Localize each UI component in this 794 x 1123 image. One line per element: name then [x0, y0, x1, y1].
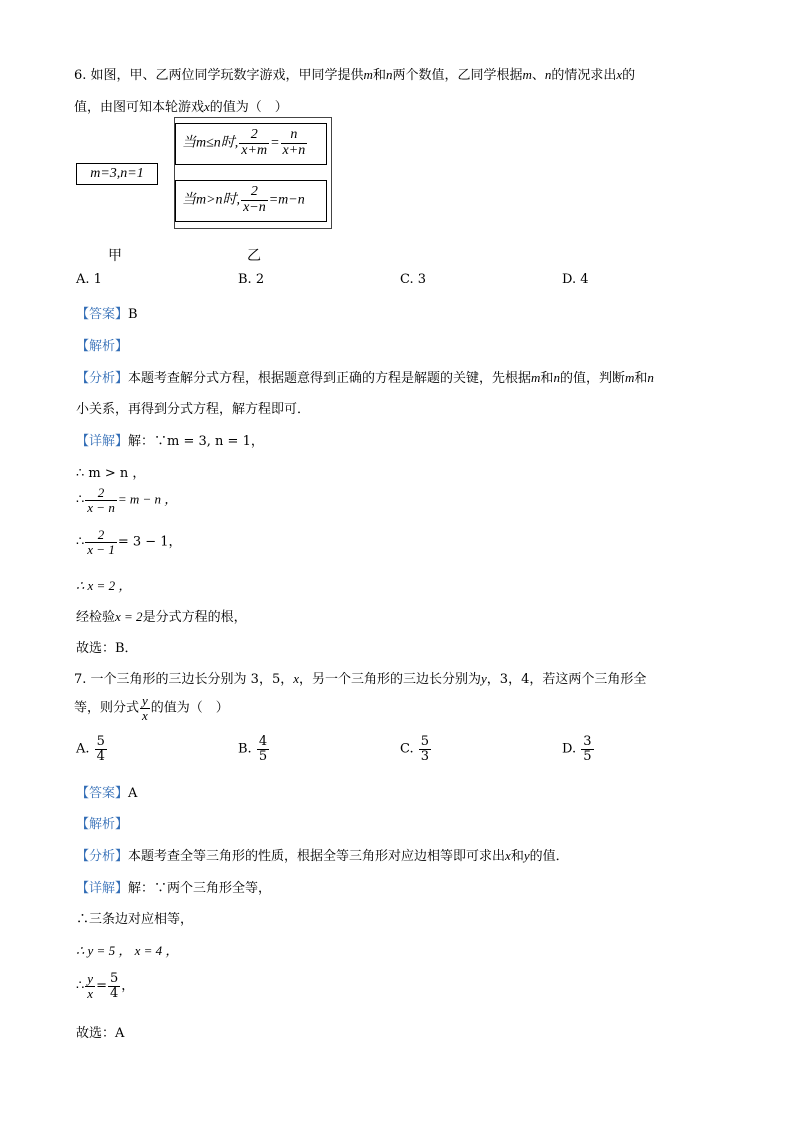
option-fraction: [581, 735, 593, 763]
label-jia: 甲: [108, 248, 122, 264]
label-yi: 乙: [247, 248, 261, 264]
q6-answer: B: [128, 307, 138, 322]
q6-step4: ∴ x = 2 ，: [76, 578, 132, 593]
therefore-symbol: ∴: [76, 534, 85, 550]
q6-fenxi-line1: [76, 367, 654, 386]
option-label: A.: [76, 741, 90, 757]
fraction-denominator: 5: [258, 748, 268, 764]
var-n: n: [544, 67, 552, 82]
fenxi-tag: 【分析】: [76, 849, 129, 864]
step3-rhs: = 3 − 1，: [117, 534, 182, 550]
step3-fraction-2: [108, 972, 120, 1000]
check-eq: x = 2: [115, 609, 143, 624]
fraction-numerator: y: [142, 693, 148, 708]
q6-stem-text: 6. 如图，甲、乙两位同学玩数字游戏，甲同学提供: [74, 68, 364, 83]
q6-option-b[interactable]: B. 2: [238, 272, 265, 287]
fraction-numerator: 4: [258, 734, 268, 749]
detail-tag: 【详解】: [76, 881, 129, 896]
fraction-numerator: y: [87, 971, 94, 986]
fraction-numerator: 2: [97, 527, 105, 542]
check-text: 经检验: [76, 610, 116, 625]
q6-stem-text: 的情况求出: [551, 68, 617, 83]
step3-fraction: [85, 528, 117, 556]
detail-text: 解：∵m = 3, n = 1，: [128, 434, 264, 449]
fraction-numerator: 2: [250, 184, 258, 199]
analysis-tag: 【解析】: [76, 817, 129, 832]
q7-stem-line2: [74, 694, 229, 722]
q7-option-c[interactable]: [400, 735, 432, 763]
fraction-denominator: 4: [109, 985, 119, 1001]
fenxi-text: 和: [634, 371, 648, 386]
fraction-numerator: 3: [583, 734, 592, 749]
q6-answer-line: [76, 303, 138, 322]
var-m: m: [531, 370, 541, 385]
q6-fenxi-line2: 小关系，再得到分式方程，解方程即可．: [76, 402, 311, 417]
q7-step3: [76, 972, 134, 1000]
q7-option-a[interactable]: [76, 735, 108, 763]
fenxi-text: 本题考查解分式方程，根据题意得到正确的方程是解题的关键，先根据: [128, 371, 532, 386]
q7-stem-text: 等，则分式: [74, 700, 140, 716]
fraction-numerator: 2: [250, 127, 258, 142]
var-y: y: [523, 848, 530, 863]
answer-tag: 【答案】: [76, 786, 129, 801]
fraction-denominator: x−n: [243, 199, 266, 215]
q7-step2: ∴ y = 5 ， x = 4 ，: [76, 943, 179, 958]
fraction-denominator: 4: [96, 748, 105, 764]
q7-stem-text: 的值为（ ）: [150, 700, 229, 716]
fraction-denominator: x+n: [282, 142, 306, 158]
q7-stem-text: ，另一个三角形的三边长分别为: [299, 672, 482, 687]
and-text: 和: [372, 68, 386, 83]
var-m: m: [624, 370, 635, 385]
step3-fraction: [85, 972, 95, 1000]
q6-stem-line1: [74, 64, 635, 83]
analysis-tag: 【解析】: [76, 339, 129, 354]
box-jia-text: m=3,n=1: [90, 166, 144, 181]
fenxi-tag: 【分析】: [76, 371, 129, 386]
option-label: C.: [400, 741, 414, 757]
q6-option-d[interactable]: D. 4: [562, 272, 589, 287]
var-m: m: [363, 67, 373, 82]
box-top-fraction: [239, 128, 269, 158]
q6-step1: ∴ m > n ，: [76, 466, 146, 481]
fraction-denominator: x − 1: [87, 541, 115, 557]
fraction-numerator: 2: [97, 485, 105, 500]
box-bottom-content: [182, 185, 305, 215]
var-x: x: [616, 67, 623, 82]
figure-box-jia: [76, 163, 158, 185]
box-top-fraction-2: [281, 128, 308, 158]
detail-tag: 【详解】: [76, 434, 129, 449]
fenxi-text: 的值．: [529, 849, 569, 864]
equals-sign: =: [96, 978, 107, 994]
figure-box-top: [175, 123, 327, 165]
therefore-symbol: ∴: [76, 978, 85, 994]
option-label: B.: [238, 741, 252, 757]
q6-detail-line: [76, 430, 264, 449]
q6-choose: 故选：B．: [76, 641, 138, 656]
option-fraction: [419, 735, 431, 763]
q7-option-d[interactable]: [562, 735, 595, 763]
option-fraction: [95, 735, 107, 763]
check-text: 是分式方程的根，: [142, 610, 247, 625]
option-label: D.: [562, 741, 577, 757]
fraction-numerator: n: [290, 127, 298, 142]
fenxi-text: 和: [510, 849, 524, 864]
q6-stem-line2: [74, 96, 288, 115]
var-m: m: [522, 67, 532, 82]
box-bottom-eq: =m−n: [268, 192, 305, 208]
box-top-content: [182, 128, 308, 158]
q6-step3: [76, 528, 182, 556]
q7-stem-text: ，3，4，若这两个三角形全: [486, 672, 647, 687]
q7-choose: 故选：A: [76, 1026, 125, 1041]
box-bottom-fraction: [241, 185, 268, 215]
q7-option-b[interactable]: [238, 735, 270, 763]
fenxi-text: 和: [540, 371, 554, 386]
box-bottom-prefix: 当m>n时,: [182, 192, 241, 208]
q7-stem-text: 7. 一个三角形的三边长分别为 3，5，: [74, 672, 294, 687]
therefore-symbol: ∴: [76, 492, 85, 508]
fenxi-text: 的值，判断: [559, 371, 625, 386]
equals-sign: =: [270, 135, 280, 151]
figure-box-bottom: [175, 180, 327, 222]
answer-tag: 【答案】: [76, 307, 129, 322]
q7-stem-fraction: [140, 694, 150, 722]
q6-stem-text: 两个数值，乙同学根据: [392, 68, 523, 83]
var-y: y: [481, 671, 487, 686]
fraction-denominator: x: [87, 985, 94, 1001]
q6-stem-text: 的: [622, 68, 636, 83]
var-x: x: [293, 671, 299, 686]
q7-detail-line: [76, 877, 271, 896]
detail-text: 解：∵两个三角形全等，: [128, 881, 272, 896]
fraction-numerator: 5: [96, 734, 105, 749]
fraction-denominator: x: [142, 707, 148, 723]
step2-fraction: [85, 486, 117, 514]
var-x: x: [204, 99, 210, 114]
var-n: n: [647, 370, 654, 385]
var-x: x: [505, 848, 511, 863]
q6-stem-text: 、: [531, 68, 545, 83]
q7-stem-line1: [74, 668, 646, 687]
q6-option-a[interactable]: A. 1: [76, 272, 102, 287]
var-n: n: [385, 67, 393, 82]
fraction-denominator: x+m: [241, 142, 268, 158]
step2-rhs: = m − n ，: [117, 491, 178, 507]
fraction-denominator: 3: [420, 748, 430, 764]
q6-stem-text: 的值为（ ）: [209, 100, 288, 115]
figure-frame-yi: [174, 117, 332, 229]
fraction-denominator: x − n: [87, 499, 115, 515]
q6-check-line: [76, 606, 247, 625]
fenxi-text: 本题考查全等三角形的性质，根据全等三角形对应边相等即可求出: [128, 849, 506, 864]
option-fraction: [257, 735, 269, 763]
q7-step1: ∴三条边对应相等，: [76, 912, 194, 927]
q7-answer-line: [76, 782, 137, 801]
q6-step2: [76, 486, 177, 514]
q6-option-c[interactable]: C. 3: [400, 272, 427, 287]
fraction-numerator: 5: [109, 971, 119, 986]
box-top-prefix: 当m≤n时,: [182, 135, 239, 151]
q7-answer: A: [128, 786, 138, 801]
q6-stem-text: 值，由图可知本轮游戏: [74, 100, 205, 115]
q7-fenxi-line: [76, 845, 569, 864]
fraction-denominator: 5: [583, 748, 592, 764]
var-n: n: [553, 370, 560, 385]
fraction-numerator: 5: [420, 734, 430, 749]
comma: ，: [121, 978, 135, 994]
